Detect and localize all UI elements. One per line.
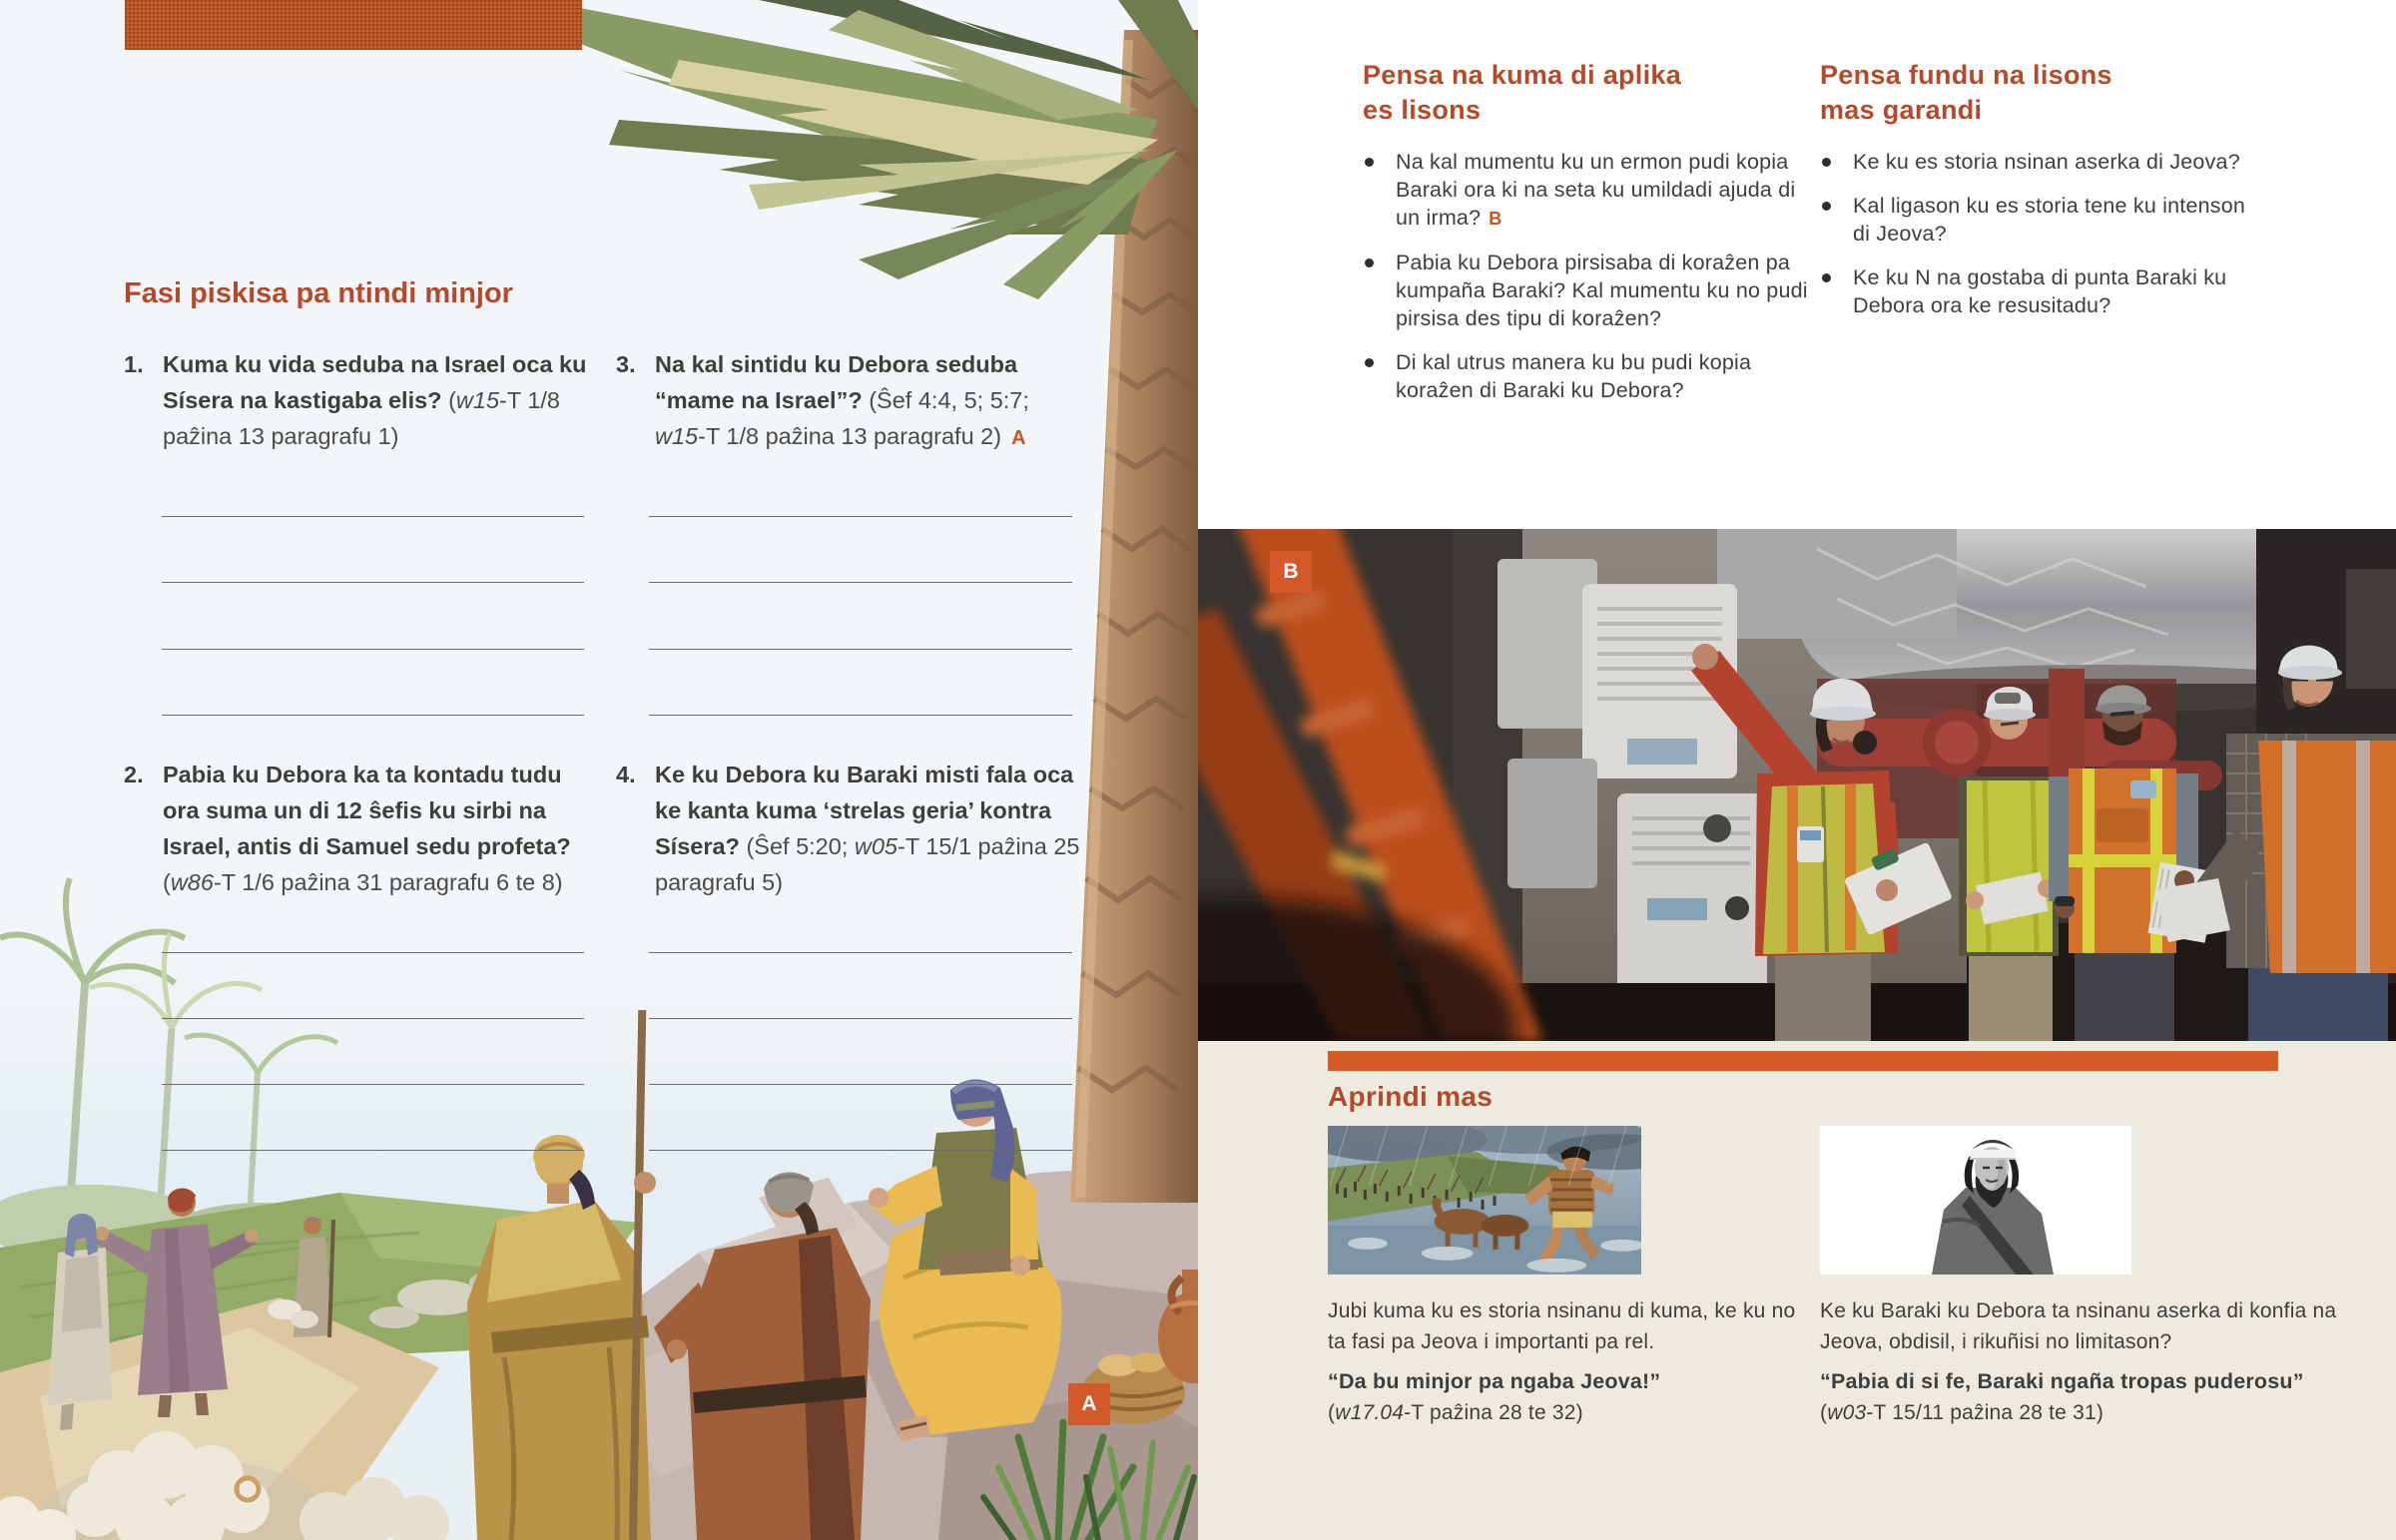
- bullet-icon: [1365, 158, 1374, 167]
- section-divider-bar: [1328, 1051, 2278, 1071]
- question-number: 2.: [124, 762, 144, 787]
- figure-b-label: B: [1270, 551, 1312, 593]
- item-description: Jubi kuma ku es storia nsinanu di kuma, ke ku no ta fasi pa Jeova i importanti pa rel.: [1328, 1299, 1796, 1353]
- barak-portrait-thumbnail[interactable]: [1820, 1126, 2131, 1275]
- column-title: Pensa fundu na lisons mas garandi: [1820, 60, 2112, 125]
- left-section-title: Fasi piskisa pa ntindi minjor: [124, 277, 513, 309]
- bullet-item: Ke ku N na gostaba di punta Baraki ku Debora ora ke resusitadu?: [1820, 263, 2259, 319]
- question-text: Na kal sintidu ku Debora seduba “mame na Israel”?: [655, 351, 1018, 413]
- answer-line[interactable]: [649, 952, 1072, 953]
- question-2: 2. Pabia ku Debora ka ta kontadu tudu ora suma un di 12 ŝefis ku sirbi na Israel, antis di Samuel sedu profeta? (w86-T 1/6 paẑina 31 paragrafu 6 te 8): [124, 757, 591, 900]
- answer-line[interactable]: [649, 1150, 1072, 1151]
- apply-lessons-column: [1363, 58, 1817, 420]
- bullet-item: Pabia ku Debora pirsisaba di koraẑen pa kumpaña Baraki? Kal mumentu ku no pudi pirsisa des tipu di koraẑen?: [1363, 249, 1817, 332]
- answer-line[interactable]: [649, 1084, 1072, 1085]
- question-4: 4. Ke ku Debora ku Baraki misti fala oca ke kanta kuma ‘strelas geria’ kontra Sísera? (Ŝef 5:20; w05-T 15/1 paẑina 25 paragrafu 5): [616, 757, 1083, 900]
- figure-b-reference: B: [1489, 209, 1503, 229]
- figure-a-label: A: [1068, 1383, 1110, 1425]
- answer-line[interactable]: [649, 582, 1072, 583]
- bullet-icon: [1365, 358, 1374, 367]
- answer-line[interactable]: [649, 649, 1072, 650]
- answer-line[interactable]: [162, 715, 584, 716]
- deeper-lessons-column: [1820, 58, 2259, 335]
- item-description: Ke ku Baraki ku Debora ta nsinanu aserka di konfia na Jeova, obdisil, i rikuñisi no limitason?: [1820, 1299, 2337, 1353]
- question-text: Kuma ku vida seduba na Israel oca ku Sísera na kastigaba elis?: [163, 351, 587, 413]
- figure-a-reference: A: [1011, 427, 1027, 449]
- question-text: Ke ku Debora ku Baraki misti fala oca ke kanta kuma ‘strelas geria’ kontra Sísera?: [655, 762, 1074, 859]
- column-title: Pensa na kuma di aplika es lisons: [1363, 60, 1682, 125]
- photo-tint: [1198, 529, 2396, 1041]
- palm-fronds: [519, 0, 1198, 299]
- bullet-icon: [1822, 202, 1831, 211]
- answer-line[interactable]: [162, 952, 584, 953]
- learn-more-title: Aprindi mas: [1328, 1081, 1494, 1112]
- learn-more-item-1: [1328, 1295, 1805, 1428]
- answer-line[interactable]: [162, 649, 584, 650]
- question-number: 1.: [124, 351, 144, 377]
- bullet-item: Kal ligason ku es storia tene ku intenson di Jeova?: [1820, 192, 2259, 248]
- question-1: 1. Kuma ku vida seduba na Israel oca ku Sísera na kastigaba elis? (w15-T 1/8 paẑina 13 paragrafu 1): [124, 346, 591, 454]
- item-reference: (w03-T 15/11 paẑina 28 te 31): [1820, 1401, 2104, 1424]
- question-number: 4.: [616, 762, 636, 787]
- answer-line[interactable]: [162, 1084, 584, 1085]
- bullet-icon: [1365, 258, 1374, 267]
- answer-line[interactable]: [649, 1018, 1072, 1019]
- bullet-icon: [1822, 158, 1831, 167]
- answer-line[interactable]: [649, 715, 1072, 716]
- workers-photo: [1198, 529, 2396, 1041]
- orange-texture-banner: [125, 0, 582, 50]
- answer-line[interactable]: [162, 1018, 584, 1019]
- answer-line[interactable]: [162, 1150, 584, 1151]
- bullet-item: Ke ku es storia nsinan aserka di Jeova?: [1820, 148, 2259, 176]
- learn-more-item-2: [1820, 1295, 2339, 1428]
- item-article-title: “Pabia di si fe, Baraki ngaña tropas puderosu”: [1820, 1369, 2304, 1393]
- item-article-title: “Da bu minjor pa ngaba Jeova!”: [1328, 1369, 1661, 1393]
- battle-scene-thumbnail[interactable]: [1328, 1126, 1641, 1275]
- answer-line[interactable]: [162, 516, 584, 517]
- question-number: 3.: [616, 351, 636, 377]
- question-text: Pabia ku Debora ka ta kontadu tudu ora suma un di 12 ŝefis ku sirbi na Israel, antis di Samuel sedu profeta?: [163, 762, 571, 859]
- question-3: 3. Na kal sintidu ku Debora seduba “mame na Israel”? (Ŝef 4:4, 5; 5:7; w15-T 1/8 paẑina 13 paragrafu 2) A: [616, 346, 1083, 456]
- item-reference: (w17.04-T paẑina 28 te 32): [1328, 1401, 1583, 1424]
- learn-more-panel: [1198, 1041, 2396, 1540]
- bullet-item: Na kal mumentu ku un ermon pudi kopia Baraki ora ki na seta ku umildadi ajuda di un irma? B: [1363, 148, 1817, 233]
- answer-line[interactable]: [649, 516, 1072, 517]
- answer-line[interactable]: [162, 582, 584, 583]
- bullet-icon: [1822, 273, 1831, 282]
- bullet-item: Di kal utrus manera ku bu pudi kopia koraẑen di Baraki ku Debora?: [1363, 348, 1817, 404]
